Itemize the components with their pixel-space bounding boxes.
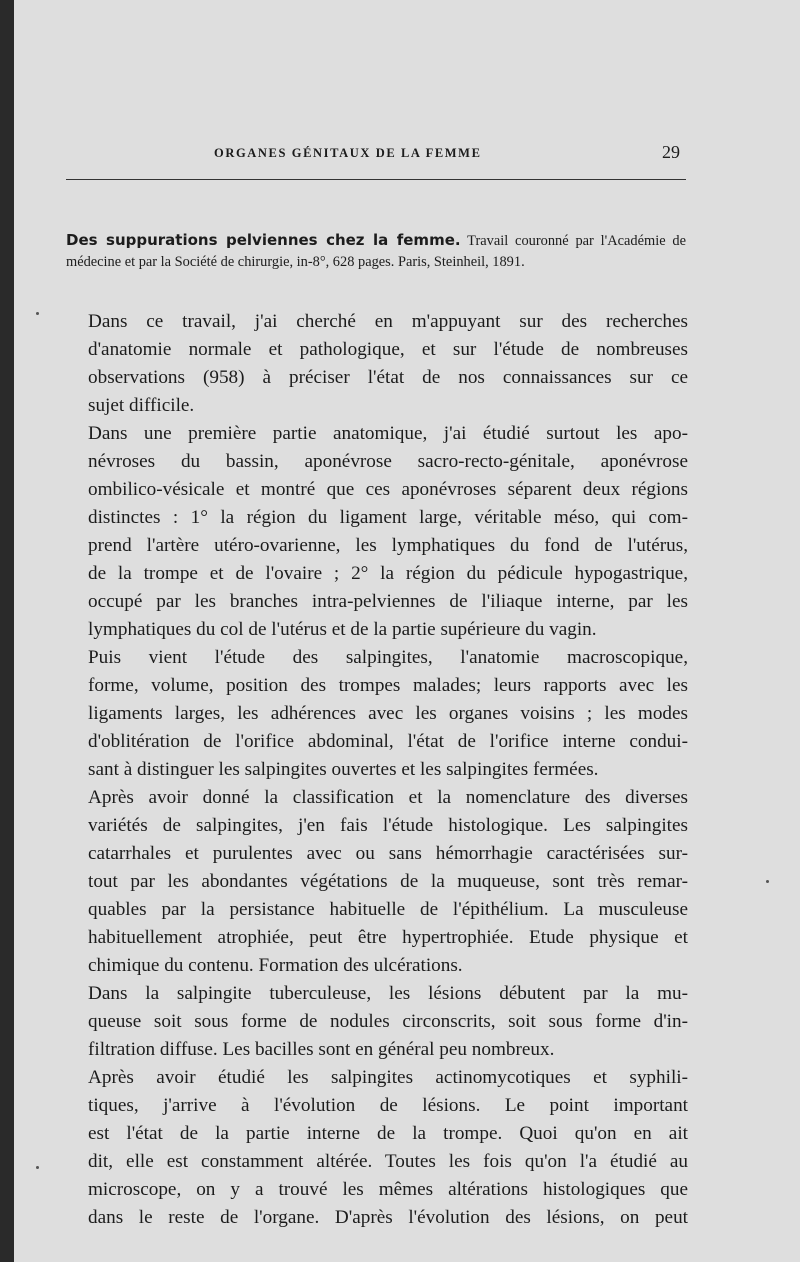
paragraph	[66, 980, 688, 1064]
paper-speck	[766, 880, 769, 883]
text-line: ombilico-vésicale et montré que ces aponévroses séparent deux régions	[88, 479, 688, 500]
text-line: Dans une première partie anatomique, j'ai étudié surtout les apo-	[88, 423, 688, 444]
text-line: forme, volume, position des trompes malades; leurs rapports avec les	[88, 675, 688, 696]
text-line: sujet difficile.	[88, 395, 195, 416]
text-line: distinctes : 1° la région du ligament large, véritable méso, qui com-	[88, 507, 688, 528]
text-line: Dans la salpingite tuberculeuse, les lésions débutent par la mu-	[88, 983, 688, 1004]
book-page	[14, 0, 800, 1262]
text-line: variétés de salpingites, j'en fais l'étude histologique. Les salpingites	[88, 815, 688, 836]
text-line: sant à distinguer les salpingites ouvertes et les salpingites fermées.	[88, 759, 599, 780]
paragraph	[66, 644, 688, 784]
text-line: chimique du contenu. Formation des ulcérations.	[88, 955, 463, 976]
text-line: quables par la persistance habituelle de l'épithélium. La musculeuse	[88, 899, 688, 920]
body-text	[66, 308, 688, 1232]
text-line: ligaments larges, les adhérences avec les organes voisins ; les modes	[88, 703, 688, 724]
paper-speck	[36, 1166, 39, 1169]
text-line: catarrhales et purulentes avec ou sans hémorrhagie caractérisées sur-	[88, 843, 688, 864]
bibliographic-reference	[66, 230, 686, 273]
text-line: queuse soit sous forme de nodules circonscrits, soit sous forme d'in-	[88, 1011, 688, 1032]
text-line: tout par les abondantes végétations de la muqueuse, sont très remar-	[88, 871, 688, 892]
text-line: de la trompe et de l'ovaire ; 2° la région du pédicule hypogastrique,	[88, 563, 688, 584]
paragraph	[66, 308, 688, 420]
text-line: d'oblitération de l'orifice abdominal, l'état de l'orifice interne condui-	[88, 731, 688, 752]
page-header	[14, 142, 800, 166]
text-line: filtration diffuse. Les bacilles sont en général peu nombreux.	[88, 1039, 555, 1060]
text-line: prend l'artère utéro-ovarienne, les lymphatiques du fond de l'utérus,	[88, 535, 688, 556]
header-rule	[66, 179, 686, 180]
text-line: lymphatiques du col de l'utérus et de la partie supérieure du vagin.	[88, 619, 597, 640]
paragraph	[66, 420, 688, 644]
running-title: ORGANES GÉNITAUX DE LA FEMME	[214, 146, 482, 160]
text-line: est l'état de la partie interne de la trompe. Quoi qu'on en ait	[88, 1123, 688, 1144]
reference-details: Travail couronné par l'Académie de médecine et par la Société de chirurgie, in-8°, 628 pages. Paris, Steinheil, 1891.	[66, 233, 687, 270]
text-line: Puis vient l'étude des salpingites, l'anatomie macroscopique,	[88, 647, 688, 668]
text-line: observations (958) à préciser l'état de nos connaissances sur ce	[88, 367, 688, 388]
paragraph	[66, 1064, 688, 1232]
paper-speck	[36, 312, 39, 315]
text-line: Après avoir donné la classification et la nomenclature des diverses	[88, 787, 688, 808]
paragraph	[66, 784, 688, 980]
text-line: dans le reste de l'organe. D'après l'évolution des lésions, on peut	[88, 1207, 688, 1228]
text-line: microscope, on y a trouvé les mêmes altérations histologiques que	[88, 1179, 688, 1200]
text-line: Après avoir étudié les salpingites actinomycotiques et syphili-	[88, 1067, 688, 1088]
text-line: névroses du bassin, aponévrose sacro-recto-génitale, aponévrose	[88, 451, 688, 472]
reference-title: Des suppurations pelviennes chez la femme.	[66, 231, 461, 249]
text-line: occupé par les branches intra-pelviennes de l'iliaque interne, par les	[88, 591, 688, 612]
text-line: tiques, j'arrive à l'évolution de lésions. Le point important	[88, 1095, 688, 1116]
text-line: Dans ce travail, j'ai cherché en m'appuyant sur des recherches	[88, 311, 688, 332]
page-number: 29	[662, 142, 680, 162]
text-line: habituellement atrophiée, peut être hypertrophiée. Etude physique et	[88, 927, 688, 948]
text-line: d'anatomie normale et pathologique, et sur l'étude de nombreuses	[88, 339, 688, 360]
text-line: dit, elle est constamment altérée. Toutes les fois qu'on l'a étudié au	[88, 1151, 688, 1172]
